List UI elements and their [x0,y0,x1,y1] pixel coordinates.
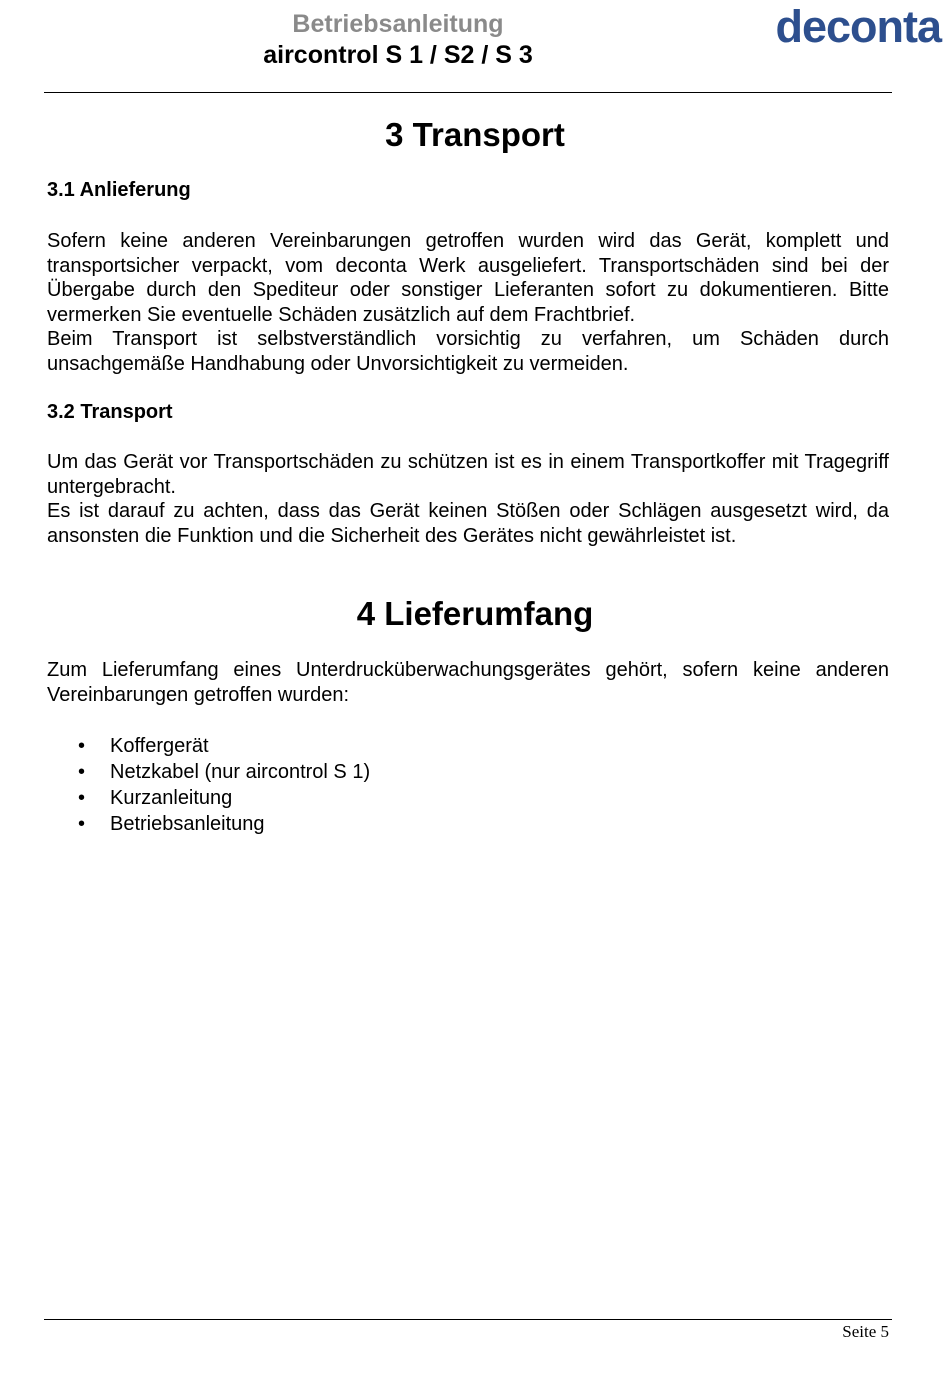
deconta-logo: deconta [775,1,941,52]
section-3-2-heading: 3.2 Transport [47,401,173,423]
section-3-1-heading: 3.1 Anlieferung [47,179,191,201]
header-divider [44,92,892,93]
bullet-point: • [78,787,86,809]
bullet-point: • [78,813,86,835]
list-item-text: Kurzanleitung [110,787,233,809]
section-3-2-text: Um das Gerät vor Transportschäden zu schützen ist es in einem Transportkoffer mit Tragegriff untergebracht. [47,451,889,498]
footer-divider [44,1319,892,1320]
bullet-point: • [78,761,86,783]
page-number: Seite 5 [842,1322,889,1341]
section-4-heading: 4 Lieferumfang [356,595,594,632]
list-item-text: Betriebsanleitung [110,813,265,835]
section-3-heading: 3 Transport [385,116,565,153]
section-3-1-text: Sofern keine anderen Vereinbarungen getroffen wurden wird das Gerät, komplett und transportsicher verpackt, vom deconta Werk ausgeliefert. Transportschäden sind bei der Übergabe durch den Spediteur oder sonstiger Lieferanten sofort zu dokumentieren. Bitte vermerken Sie eventuelle Schäden zusätzlich auf dem Frachtbrief. [47,230,889,326]
section-3-1-paragraph [47,229,889,376]
section-3-2-paragraph [47,450,889,548]
bullet-point: • [78,735,86,757]
list-item-text: Koffergerät [110,735,209,757]
section-3-1-text-2: Beim Transport ist selbstverständlich vorsichtig zu verfahren, um Schäden durch unsachgemäße Handhabung oder Unvorsichtigkeit zu vermeiden. [47,328,889,375]
document-subtitle: aircontrol S 1 / S2 / S 3 [263,41,533,69]
section-3-2-text-2: Es ist darauf zu achten, dass das Gerät keinen Stößen oder Schlägen ausgesetzt wird, da ansonsten die Funktion und die Sicherheit des Gerätes nicht gewährleistet ist. [47,500,889,547]
list-item-text: Netzkabel (nur aircontrol S 1) [110,761,371,783]
document-title: Betriebsanleitung [292,10,504,38]
section-4-intro: Zum Lieferumfang eines Unterdrucküberwachungsgerätes gehört, sofern keine anderen Vereinbarungen getroffen wurden: [47,659,889,706]
